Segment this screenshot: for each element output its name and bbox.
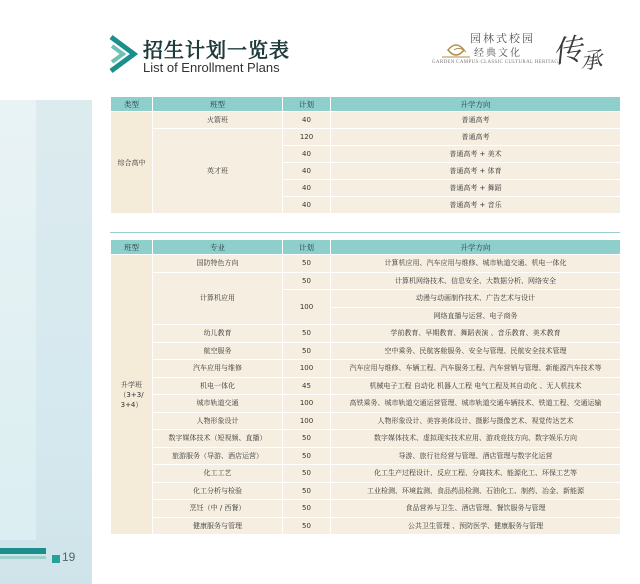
direction-cell: 普通高考 + 音乐 [331, 197, 621, 214]
direction-cell: 人物形象设计、美容美体设计、摄影与摄像艺术、视觉传达艺术 [331, 412, 621, 430]
plan-cell: 50 [283, 255, 331, 273]
direction-cell: 空中乘务、民航客舱服务、安全与管理、民航安全技术管理 [331, 342, 621, 360]
footer-stripe-light [0, 556, 46, 559]
table-header-row [111, 240, 621, 255]
category-cell: 综合高中 [111, 112, 153, 214]
brand-slogan-line2: 经典文化 [474, 48, 522, 59]
direction-cell: 化工生产过程设计、反应工程、分离技术、能源化工、环保工艺等 [331, 465, 621, 483]
header-class: 班型 [111, 240, 153, 255]
direction-cell: 工业检测、环境监测、食品药品检测、石油化工、制药、冶金、新能源 [331, 482, 621, 500]
plan-cell: 40 [283, 180, 331, 197]
major-cell: 化工工艺 [153, 465, 283, 483]
header-major: 专业 [153, 240, 283, 255]
category-line: （3+3/ [119, 390, 144, 399]
direction-cell: 食品营养与卫生、酒店管理、餐饮服务与管理 [331, 500, 621, 518]
page-title: 招生计划一览表 [143, 38, 290, 62]
table-row [111, 342, 621, 360]
table-row [111, 465, 621, 483]
major-cell: 国防特色方向 [153, 255, 283, 273]
table-row [111, 377, 621, 395]
table-row [111, 500, 621, 518]
major-cell: 幼儿教育 [153, 325, 283, 343]
table-header-row [111, 97, 621, 112]
plan-cell: 50 [283, 342, 331, 360]
header-plan: 计划 [283, 240, 331, 255]
table-row [111, 272, 621, 290]
major-cell: 计算机应用 [153, 272, 283, 325]
direction-cell: 普通高考 + 美术 [331, 146, 621, 163]
major-cell: 化工分析与检验 [153, 482, 283, 500]
plan-cell: 40 [283, 112, 331, 129]
table-row [111, 412, 621, 430]
plan-cell: 40 [283, 163, 331, 180]
brand-calligraphy-a: 传 [550, 32, 585, 71]
header-type: 类型 [111, 97, 153, 112]
direction-cell: 导游、旅行社经营与管理、酒店管理与数字化运营 [331, 447, 621, 465]
header-direction: 升学方向 [331, 240, 621, 255]
plan-cell: 45 [283, 377, 331, 395]
major-cell: 旅游服务（导游、酒店运营） [153, 447, 283, 465]
footer-stripe [0, 548, 46, 554]
direction-cell: 计算机应用、汽车应用与维修、城市轨道交通、机电一体化 [331, 255, 621, 273]
page-number: 19 [62, 550, 76, 564]
plan-cell: 50 [283, 465, 331, 483]
plan-cell: 50 [283, 447, 331, 465]
direction-cell: 机械电子工程 自动化 机器人工程 电气工程及其自动化 、无人机技术 [331, 377, 621, 395]
brand-calligraphy-b: 承 [578, 47, 604, 76]
plan-cell: 100 [283, 360, 331, 378]
plan-cell: 50 [283, 325, 331, 343]
category-cell [111, 255, 153, 535]
direction-cell: 普通高考 [331, 112, 621, 129]
section-divider [110, 232, 620, 233]
major-cell: 航空服务 [153, 342, 283, 360]
plan-cell: 40 [283, 197, 331, 214]
plan-cell: 100 [283, 290, 331, 325]
header-class: 班型 [153, 97, 283, 112]
table-row [111, 129, 621, 146]
table-row [111, 517, 621, 535]
direction-cell: 计算机网络技术、信息安全、大数据分析、网络安全 [331, 272, 621, 290]
direction-cell: 数字媒体技术、虚拟现实技术应用、游戏竞技方向、数字娱乐方向 [331, 430, 621, 448]
category-line: 3+4） [120, 400, 143, 409]
plan-cell: 50 [283, 500, 331, 518]
direction-cell: 高铁乘务、城市轨道交通运营管理、城市轨道交通车辆技术、铁道工程、交通运输 [331, 395, 621, 413]
plan-cell: 120 [283, 129, 331, 146]
left-accent-band-inner [0, 100, 36, 540]
direction-cell: 网络直播与运营、电子商务 [331, 307, 621, 325]
header-plan: 计划 [283, 97, 331, 112]
category-line: 升学班 [121, 380, 142, 389]
plan-cell: 50 [283, 430, 331, 448]
plan-cell: 40 [283, 146, 331, 163]
table-row [111, 430, 621, 448]
major-cell: 数字媒体技术（短视频、直播） [153, 430, 283, 448]
plan-cell: 50 [283, 517, 331, 535]
table-row [111, 482, 621, 500]
plan-cell: 50 [283, 482, 331, 500]
direction-cell: 学前教育、早期教育、舞蹈表演 、音乐教育、美术教育 [331, 325, 621, 343]
major-cell: 健康服务与管理 [153, 517, 283, 535]
major-cell: 城市轨道交通 [153, 395, 283, 413]
page-number-marker [52, 555, 60, 563]
major-cell: 汽车应用与维修 [153, 360, 283, 378]
direction-cell: 动漫与动画制作技术、广告艺术与设计 [331, 290, 621, 308]
direction-cell: 普通高考 + 体育 [331, 163, 621, 180]
plan-cell: 100 [283, 412, 331, 430]
major-cell: 人物形象设计 [153, 412, 283, 430]
table-row [111, 360, 621, 378]
table-row [111, 447, 621, 465]
brand-slogan-en: GARDEN CAMPUS·CLASSIC CULTURAL HERITAGE [432, 60, 562, 65]
table-row [111, 112, 621, 129]
table-row [111, 325, 621, 343]
page-subtitle: List of Enrollment Plans [143, 60, 280, 75]
table-row [111, 255, 621, 273]
direction-cell: 公共卫生管理 、预防医学、健康服务与管理 [331, 517, 621, 535]
class-cell: 火箭班 [153, 112, 283, 129]
plan-cell: 50 [283, 272, 331, 290]
direction-cell: 普通高考 [331, 129, 621, 146]
major-cell: 烹饪（中 / 西餐） [153, 500, 283, 518]
class-cell: 英才班 [153, 129, 283, 214]
brand-slogan-line1: 园林式校园 [470, 32, 535, 45]
plan-cell: 100 [283, 395, 331, 413]
chevron-logo-icon [108, 34, 138, 74]
promotion-class-table [110, 239, 621, 535]
header-direction: 升学方向 [331, 97, 621, 112]
table-row [111, 395, 621, 413]
comprehensive-high-school-table [110, 96, 621, 214]
direction-cell: 汽车应用与维修、车辆工程、汽车服务工程、汽车营销与管理、新能源汽车技术等 [331, 360, 621, 378]
major-cell: 机电一体化 [153, 377, 283, 395]
direction-cell: 普通高考 + 舞蹈 [331, 180, 621, 197]
